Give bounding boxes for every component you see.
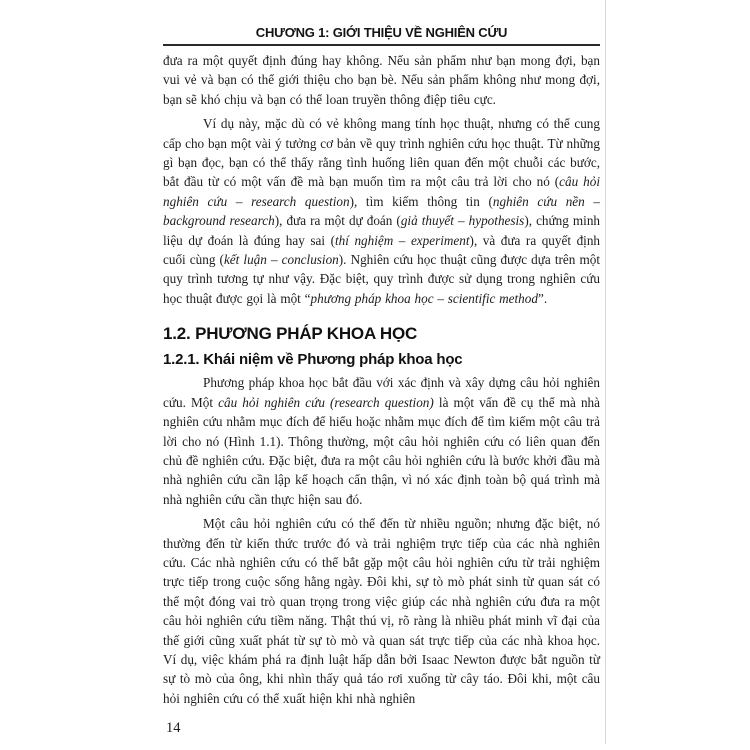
subsection-heading: 1.2.1. Khái niệm về Phương pháp khoa học: [163, 351, 463, 369]
paragraph-example-process: Ví dụ này, mặc dù có vẻ không mang tính học thuật, nhưng có thể cung cấp cho bạn một vài ý tưởng cơ bản về quy trình nghiên cứu học thuật. Từ những gì bạn đọc, bạn có thể thấy rằng tình huống liên quan đến một chuỗi các bước, bắt đầu từ có một vấn đề mà bạn muốn tìm ra một câu trả lời cho nó (câu hỏi nghiên cứu – research question), tìm kiếm thông tin (nghiên cứu nền – background research), đưa ra một dự đoán (giả thuyết – hypothesis), chứng minh liệu dự đoán là đúng hay sai (thí nghiệm – experiment), và đưa ra quyết định cuối cùng (kết luận – conclusion). Nghiên cứu học thuật cũng được dựa trên một quy trình tương tự như vậy. Đặc biệt, quy trình được sử dụng trong nghiên cứu học thuật được gọi là một “phương pháp khoa học – scientific method”.: [163, 116, 601, 306]
section-heading: 1.2. PHƯƠNG PHÁP KHOA HỌC: [163, 324, 418, 344]
paragraph-continuation: đưa ra một quyết định đúng hay không. Nếu sản phẩm như bạn mong đợi, bạn vui vẻ và bạn có thể giới thiệu cho bạn bè. Nếu sản phẩm không như mong đợi, bạn sẽ khó chịu và bạn có thể loan truyền thông điệp tiêu cực.: [163, 53, 600, 107]
page-number: 14: [166, 720, 181, 736]
page-scan-edge-line: [605, 0, 606, 744]
paragraph-research-question-definition: Phương pháp khoa học bắt đầu với xác định và xây dựng câu hỏi nghiên cứu. Một câu hỏi nghiên cứu (research question) là một vấn đề cụ thể mà nhà nghiên cứu nhằm mục đích để hiểu hoặc nhằm mục đích để tìm kiếm một câu trả lời cho nó (Hình 1.1). Thông thường, một câu hỏi nghiên cứu có liên quan đến chủ đề nghiên cứu. Đặc biệt, đưa ra một câu hỏi nghiên cứu là bước khởi đầu mà nhà nghiên cứu cần lập kế hoạch cẩn thận, vì nó xác định toàn bộ quá trình mà nhà nghiên cứu cần thực hiện sau đó.: [163, 375, 601, 507]
paragraph-research-question-sources: Một câu hỏi nghiên cứu có thể đến từ nhiều nguồn; nhưng đặc biệt, nó thường đến từ kiến thức trước đó và trải nghiệm trực tiếp của các nhà nghiên cứu. Các nhà nghiên cứu có thể bắt gặp một câu hỏi nghiên cứu từ trải nghiệm trực tiếp trong cuộc sống hằng ngày. Đôi khi, sự tò mò phát sinh từ quan sát có thể một đóng vai trò quan trọng trong việc giúp các nhà nghiên cứu đưa ra một câu hỏi nghiên cứu tiềm năng. Thật thú vị, rõ ràng là nhiều phát minh vĩ đại của thế giới cũng xuất phát từ sự tò mò và quan sát trực tiếp của các nhà khoa học. Ví dụ, việc khám phá ra định luật hấp dẫn bởi Isaac Newton được bắt nguồn từ sự tò mò của ông, khi nhìn thấy quả táo rơi xuống từ cây táo. Đôi khi, một câu hỏi nghiên cứu có thể xuất hiện khi nhà nghiên: [163, 516, 600, 706]
header-rule-divider: [163, 44, 600, 46]
running-header: CHƯƠNG 1: GIỚI THIỆU VỀ NGHIÊN CỨU: [255, 25, 508, 40]
page-content: [163, 0, 600, 708]
